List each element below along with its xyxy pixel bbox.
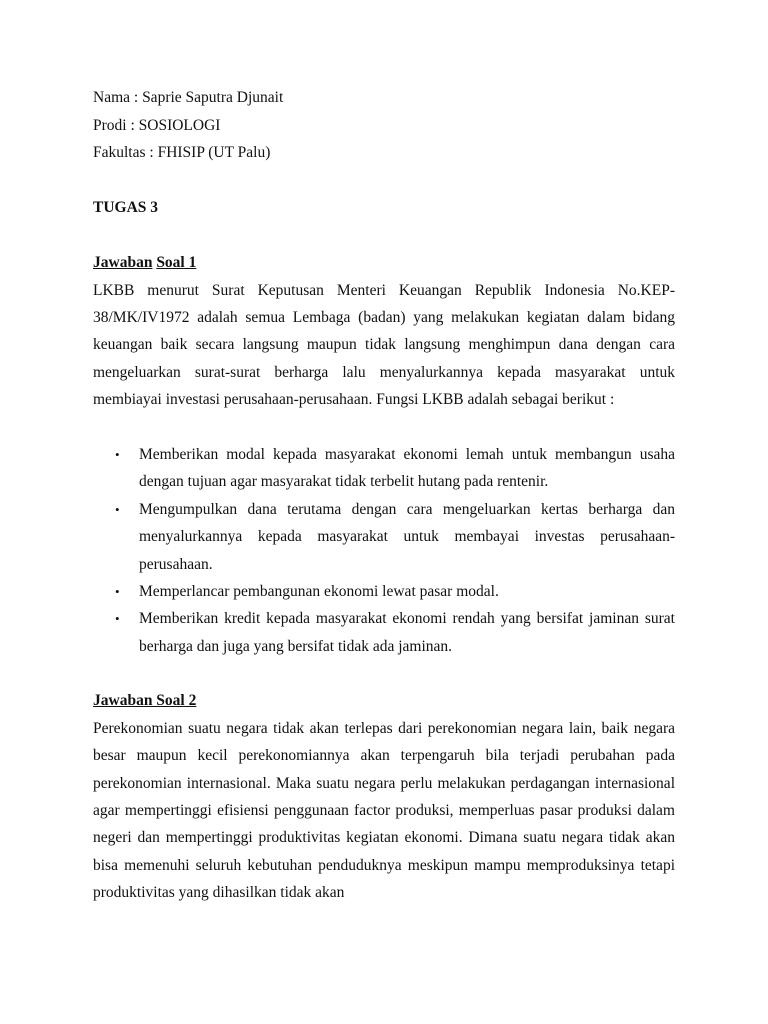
bullet-icon: • xyxy=(115,447,120,463)
bullet-icon: • xyxy=(115,501,120,517)
list-item xyxy=(93,441,675,496)
section1-heading-word2: Soal 1 xyxy=(156,254,197,271)
spacer xyxy=(93,660,675,687)
function-list xyxy=(93,441,675,660)
list-item-text: Mengumpulkan dana terutama dengan cara mengeluarkan kertas berharga dan menyalurkannya kepada masyarakat untuk membayai investas perusahaan-perusahaan. xyxy=(139,500,675,573)
section2-paragraph: Perekonomian suatu negara tidak akan terlepas dari perekonomian negara lain, baik negara besar maupun kecil perekonomiannya akan terpengaruh bila terjadi perubahan pada perekonomian internasional. Maka suatu negara perlu melakukan perdagangan internasional agar mempertinggi efisiensi penggunaan factor produksi, memperluas pasar produksi dalam negeri dan mempertinggi produktivitas kegiatan ekonomi. Dimana suatu negara tidak akan bisa memenuhi seluruh kebutuhan penduduknya meskipun mampu memproduksinya tetapi produktivitas yang dihasilkan tidak akan xyxy=(93,719,675,902)
faculty: Fakultas : FHISIP (UT Palu) xyxy=(93,144,271,161)
list-item-text: Memperlancar pembangunan ekonomi lewat pasar modal. xyxy=(139,583,499,601)
section1-heading xyxy=(93,249,675,277)
document-page xyxy=(93,84,675,907)
spacer xyxy=(93,222,675,250)
list-item-text: Memberikan kredit kepada masyarakat ekonomi rendah yang bersifat jaminan surat berharga dan juga yang bersifat tidak ada jaminan. xyxy=(139,610,675,655)
list-item xyxy=(93,605,675,660)
section1-paragraph: LKBB menurut Surat Keputusan Menteri Keuangan Republik Indonesia No.KEP-38/MK/IV1972 adalah semua Lembaga (badan) yang melakukan kegiatan dalam bidang keuangan baik secara langsung maupun tidak langsung menghimpun dana dengan cara mengeluarkan surat-surat berharga lalu menyalurkannya kepada masyarakat untuk membiayai investasi perusahaan-perusahaan. Fungsi LKBB adalah sebagai berikut : xyxy=(93,281,675,409)
section1-heading-word1: Jawaban xyxy=(93,254,153,271)
section2-heading: Jawaban Soal 2 xyxy=(93,692,197,710)
student-name: Nama : Saprie Saputra Djunait xyxy=(93,89,284,106)
list-item xyxy=(93,578,675,605)
bullet-icon: • xyxy=(115,584,120,600)
study-program: Prodi : SOSIOLOGI xyxy=(93,116,221,134)
bullet-icon: • xyxy=(115,611,120,627)
spacer xyxy=(93,167,675,195)
list-item xyxy=(93,496,675,578)
spacer xyxy=(93,414,675,442)
assignment-title: TUGAS 3 xyxy=(93,199,159,216)
list-item-text: Memberikan modal kepada masyarakat ekonomi lemah untuk membangun usaha dengan tujuan agar masyarakat tidak terbelit hutang pada rentenir. xyxy=(139,446,675,491)
